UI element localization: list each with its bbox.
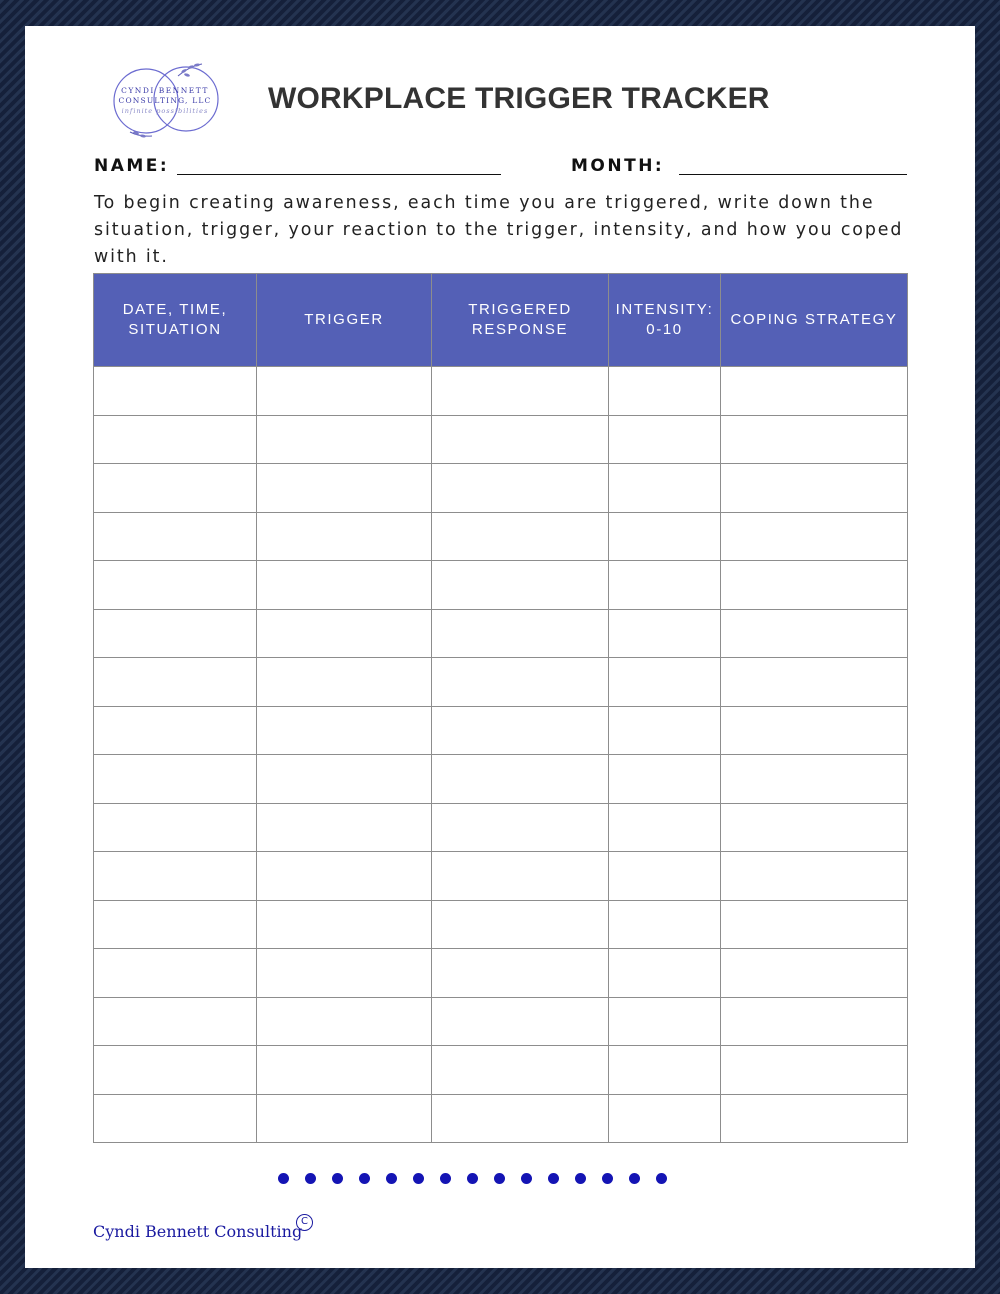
table-row: [94, 609, 908, 658]
table-cell[interactable]: [609, 464, 721, 513]
table-cell[interactable]: [721, 512, 908, 561]
table-cell[interactable]: [721, 367, 908, 416]
decorative-dot: [305, 1173, 316, 1184]
header-coping-strategy: COPING STRATEGY: [721, 274, 908, 367]
table-cell[interactable]: [721, 852, 908, 901]
table-cell[interactable]: [94, 852, 257, 901]
header-triggered-response: TRIGGERED RESPONSE: [432, 274, 609, 367]
table-cell[interactable]: [609, 706, 721, 755]
table-cell[interactable]: [609, 949, 721, 998]
table-cell[interactable]: [94, 464, 257, 513]
table-cell[interactable]: [432, 803, 609, 852]
table-row: [94, 803, 908, 852]
table-cell[interactable]: [721, 415, 908, 464]
table-cell[interactable]: [721, 1094, 908, 1143]
copyright-icon: C: [296, 1214, 313, 1231]
table-cell[interactable]: [94, 997, 257, 1046]
table-cell[interactable]: [609, 367, 721, 416]
table-cell[interactable]: [257, 1094, 432, 1143]
table-cell[interactable]: [609, 512, 721, 561]
table-cell[interactable]: [432, 658, 609, 707]
table-cell[interactable]: [94, 1046, 257, 1095]
table-row: [94, 367, 908, 416]
header-trigger: TRIGGER: [257, 274, 432, 367]
table-row: [94, 658, 908, 707]
table-cell[interactable]: [721, 900, 908, 949]
table-cell[interactable]: [432, 755, 609, 804]
name-field-line[interactable]: [177, 174, 501, 175]
table-row: [94, 706, 908, 755]
decorative-dot: [602, 1173, 613, 1184]
logo-line-1: CYNDI BENNETT: [121, 86, 209, 95]
table-row: [94, 1046, 908, 1095]
table-cell[interactable]: [721, 464, 908, 513]
table-cell[interactable]: [609, 900, 721, 949]
table-cell[interactable]: [721, 949, 908, 998]
table-cell[interactable]: [257, 755, 432, 804]
table-cell[interactable]: [94, 658, 257, 707]
table-body: [94, 367, 908, 1143]
decorative-dot: [359, 1173, 370, 1184]
table-cell[interactable]: [257, 561, 432, 610]
table-cell[interactable]: [257, 803, 432, 852]
table-cell[interactable]: [432, 1094, 609, 1143]
table-cell[interactable]: [94, 900, 257, 949]
instructions-text: To begin creating awareness, each time you are triggered, write down the situation, trigger, your reaction to the trigger, intensity, and how you coped with it.: [94, 193, 904, 267]
table-row: [94, 512, 908, 561]
company-logo: [90, 62, 240, 140]
table-cell[interactable]: [94, 415, 257, 464]
table-cell[interactable]: [94, 561, 257, 610]
table-row: [94, 949, 908, 998]
table-cell[interactable]: [257, 949, 432, 998]
decorative-dot: [386, 1173, 397, 1184]
table-cell[interactable]: [721, 561, 908, 610]
page-title: WORKPLACE TRIGGER TRACKER: [268, 82, 770, 115]
table-cell[interactable]: [609, 755, 721, 804]
table-cell[interactable]: [609, 415, 721, 464]
table-cell[interactable]: [432, 997, 609, 1046]
month-field-line[interactable]: [679, 174, 907, 175]
decorative-dot: [413, 1173, 424, 1184]
table-cell[interactable]: [257, 900, 432, 949]
logo-tagline: infinite possibilities: [121, 107, 209, 115]
table-cell[interactable]: [94, 367, 257, 416]
table-cell[interactable]: [721, 1046, 908, 1095]
table-cell[interactable]: [94, 949, 257, 998]
decorative-dot: [575, 1173, 586, 1184]
table-cell[interactable]: [257, 658, 432, 707]
table-cell[interactable]: [721, 706, 908, 755]
table-cell[interactable]: [721, 755, 908, 804]
table-cell[interactable]: [432, 415, 609, 464]
table-cell[interactable]: [609, 803, 721, 852]
table-row: [94, 852, 908, 901]
trigger-tracker-table: [93, 273, 908, 1143]
table-cell[interactable]: [432, 561, 609, 610]
table-row: [94, 755, 908, 804]
table-cell[interactable]: [257, 415, 432, 464]
logo-line-2: CONSULTING, LLC: [118, 96, 212, 105]
decorative-dot: [548, 1173, 559, 1184]
table-row: [94, 415, 908, 464]
header-date-time-situation: DATE, TIME, SITUATION: [94, 274, 257, 367]
table-row: [94, 900, 908, 949]
header-intensity: INTENSITY: 0-10: [609, 274, 721, 367]
table-row: [94, 561, 908, 610]
table-cell[interactable]: [257, 464, 432, 513]
table-cell[interactable]: [257, 367, 432, 416]
table-cell[interactable]: [94, 706, 257, 755]
table-cell[interactable]: [94, 609, 257, 658]
table-cell[interactable]: [432, 367, 609, 416]
table-cell[interactable]: [432, 900, 609, 949]
table-header-row: [94, 274, 908, 367]
table-cell[interactable]: [257, 852, 432, 901]
name-label: NAME:: [94, 156, 170, 176]
table-cell[interactable]: [609, 609, 721, 658]
table-cell[interactable]: [432, 706, 609, 755]
table-cell[interactable]: [721, 609, 908, 658]
table-cell[interactable]: [609, 658, 721, 707]
decorative-dot: [656, 1173, 667, 1184]
table-cell[interactable]: [94, 512, 257, 561]
table-cell[interactable]: [257, 512, 432, 561]
table-cell[interactable]: [257, 706, 432, 755]
table-cell[interactable]: [257, 1046, 432, 1095]
table-cell[interactable]: [721, 658, 908, 707]
table-row: [94, 1094, 908, 1143]
table-row: [94, 997, 908, 1046]
table-cell[interactable]: [432, 949, 609, 998]
table-cell[interactable]: [94, 803, 257, 852]
table-cell[interactable]: [721, 997, 908, 1046]
table-cell[interactable]: [432, 609, 609, 658]
table-cell[interactable]: [432, 1046, 609, 1095]
table-row: [94, 464, 908, 513]
decorative-dot: [494, 1173, 505, 1184]
table-cell[interactable]: [432, 852, 609, 901]
table-cell[interactable]: [609, 852, 721, 901]
table-cell[interactable]: [257, 609, 432, 658]
table-cell[interactable]: [94, 1094, 257, 1143]
table-cell[interactable]: [721, 803, 908, 852]
table-cell[interactable]: [609, 561, 721, 610]
decorative-dot: [332, 1173, 343, 1184]
decorative-dot: [629, 1173, 640, 1184]
table-cell[interactable]: [94, 755, 257, 804]
decorative-dot: [440, 1173, 451, 1184]
decorative-dot: [278, 1173, 289, 1184]
footer-brand: Cyndi Bennett Consulting: [93, 1222, 303, 1241]
decorative-dot-row: [278, 1171, 678, 1185]
table-cell[interactable]: [609, 1094, 721, 1143]
decorative-dot: [521, 1173, 532, 1184]
table-cell[interactable]: [257, 997, 432, 1046]
month-label: MONTH:: [571, 156, 665, 176]
table-cell[interactable]: [609, 1046, 721, 1095]
table-cell[interactable]: [609, 997, 721, 1046]
table-cell[interactable]: [432, 464, 609, 513]
decorative-dot: [467, 1173, 478, 1184]
table-cell[interactable]: [432, 512, 609, 561]
